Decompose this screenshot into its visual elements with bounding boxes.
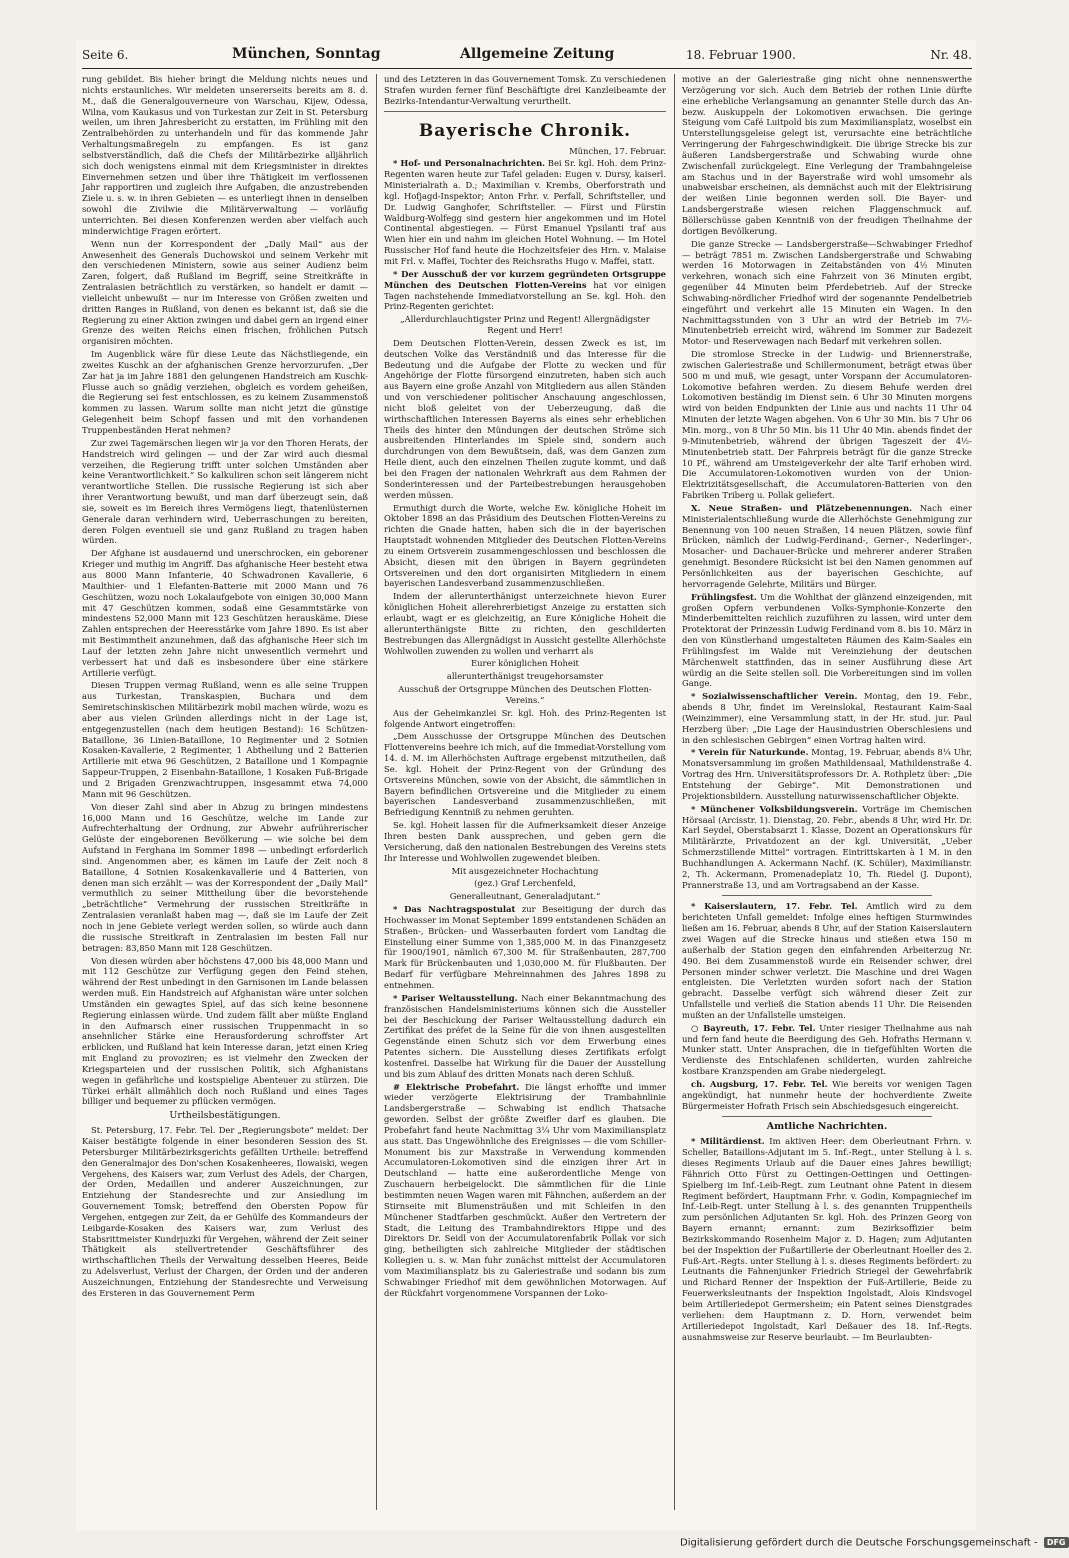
article-text: Indem der allerunterthänigst unterzeichnete hievon Eurer königlichen Hoheit allerehrerbietigst Anzeige zu erstatten sich erlaubt, wagt er es gleichzeitig, an Eure Königliche Hoheit die allerunterthänigste Bitte zu richten, den geschilderten Bestrebungen das Allergnädigst in Aussicht gestellte Allerhöchste Wohlwollen zuwenden zu wollen und verharrt als	[384, 591, 666, 656]
section-heading: Amtliche Nachrichten.	[766, 1121, 888, 1133]
item-heading: * Der Ausschuß der vor kurzem gegründeten Ortsgruppe München des Deutschen Flotten-Vereins	[384, 268, 666, 290]
article-text: und des Letzteren in das Gouvernement Tomsk. Zu verschiedenen Strafen wurden ferner fünf Beschäftigte drei Kanzleibeamte der Bezirks-Intendantur-Verwaltung verurtheilt.	[384, 74, 666, 106]
article-text: Im Augenblick wäre für diese Leute das Nächstliegende, ein zweites Kuschk an der afghanischen Grenze hervorzurufen. „Der Zar hat ja im Jahre 1881 den gelungenen Handstreich am Kuschk-Flusse auch so gnädig verziehen, obgleich es vordem geheißen, die Regierung sei fest entschlossen, es zu keinem Zusammenstoß kommen zu lassen. Warum sollte man nicht jetzt die günstige Gelegenheit beim Schopf fassen und mit den vorhandenen Truppenbeständen Herat nehmen?	[82, 349, 368, 435]
item-heading: ○ Bayreuth, 17. Febr. Tel.	[691, 1022, 816, 1033]
closing-line: Mit ausgezeichneter Hochachtung	[451, 865, 599, 876]
page-header	[82, 46, 972, 69]
dfg-logo: DFG	[1044, 1537, 1069, 1548]
divider	[722, 1116, 932, 1117]
page-number: Seite 6.	[82, 48, 129, 62]
city-day: München, Sonntag	[232, 46, 381, 62]
item-heading: * Münchener Volksbildungsverein.	[691, 803, 858, 814]
item-heading: X. Neue Straßen- und Plätzebenennungen.	[691, 502, 913, 513]
article-text: Nach einer Ministerialentschließung wurde die Allerhöchste Genehmigung zur Benennung von 100 neuen Straßen, 14 neuen Plätzen, sowie fünf Brücken, nämlich der Ludwig-Ferdinand-, Gerner-, Nederlinger-, Mosacher- und Dachauer-Brücke und mehrerer anderer Straßen genehmigt. Besondere Rücksicht ist bei den Namen genommen auf Persönlichkeiten aus der bayerischen Geschichte, auf hervorragende Gelehrte, Militärs und Bürger.	[682, 502, 973, 589]
issue-number: Nr. 48.	[930, 48, 972, 62]
article-text: Aus der Geheimkanzlei Sr. kgl. Hoh. des Prinz-Regenten ist folgende Antwort eingetroffen:	[384, 707, 666, 729]
article-text: Der Afghane ist ausdauernd und unerschrocken, ein geborener Krieger und muthig im Angriff. Das afghanische Heer besteht etwa aus 8000 Mann Infanterie, 40 Schwadronen Kavallerie, 6 Maulthier- und 1 Elefanten-Batterie mit 2000 Mann und 76 Geschützen, wozu noch Lokalaufgebote von einigen 30,000 Mann mit 47 Geschützen kommen, sodaß eine Gesammtstärke von mindestens 52,000 Mann mit 123 Geschützen herauskäme. Diese Zahlen entsprechen der Heeresstärke vom Jahre 1890. Es ist aber mit Bestimmtheit anzunehmen, daß das afghanische Heer sich im Lauf der letzten zehn Jahre nicht unwesentlich vermehrt und verbessert hat und daß es insbesondere über eine stärkere Artillerie verfügt.	[82, 548, 368, 678]
item-heading: * Sozialwissenschaftlicher Verein.	[691, 691, 858, 702]
article-text: rung gebildet. Bis hieher bringt die Meldung nichts neues und nichts erstaunliches. Wir meldeten unsererseits bereits am 8. d. M., daß die Generalgouverneure von Warschau, Kijew, Odessa, Wilna, vom Kaukasus und von Turkestan zur Zeit in St. Petersburg weilen, um ihren Jahresbericht zu erstatten, im Frühling mit den Zentralbehörden zu unterhandeln und für das kommende Jahr Verhaltungsmaßregeln zu empfangen. Es ist ganz selbstverständlich, daß die Chefs der Militärbezirke alljährlich sich doch wenigstens einmal mit dem Kriegsminister in direktes Einvernehmen setzen und über ihre Thätigkeit im verflossenen Jahr rapportiren und zugleich ihre Aufgaben, die anzustrebenden Ziele u. s. w. in ihren Gebieten — es unterliegt ihnen in denselben sowohl die Zivilwie die Militärverwaltung — vorläufig unterrichten. Bei diesen Konferenzen werden aber vielfach auch minderwichtige Fragen erörtert.	[82, 74, 368, 236]
dateline: München, 17. Februar.	[569, 145, 666, 156]
column-rule	[376, 74, 377, 1510]
item-heading: * Pariser Weltausstellung.	[393, 992, 518, 1003]
article-text: Ermuthigt durch die Worte, welche Ew. königliche Hoheit im Oktober 1898 an das Präsidium des Deutschen Flotten-Vereins zu richten die Gnade hatten, haben sich die in der bayerischen Hauptstadt wohnenden Mitglieder des Deutschen Flotten-Vereins zu einem Ortsverein zusammengeschlossen und beschlossen die Absicht, diesen mit den übrigen in Bayern gegründeten Ortsvereinen und den dort organisirten Mitgliedern in einem bayerischen Landesverband zusammenzuschließen.	[384, 502, 666, 589]
article-text: Diesen Truppen vermag Rußland, wenn es alle seine Truppen aus Turkestan, Transkaspien, Buchara und dem Semiretschinskischen Militärbezirk mobil machen würde, wozu es aber aus vielen Gründen allerdings nicht in der Lage ist, entgegenzustellen (nach dem heutigen Bestand): 16 Schützen-Bataillone, 36 Linien-Bataillone, 10 Regimenter und 2 Sotnien Kosaken-Kavallerie, 2 Regimenter, 1 Abtheilung und 2 Batterien Artillerie mit etwa 96 Geschützen, 2 Bataillone und 1 Kompagnie Sappeur-Truppen, 2 Eisenbahn-Bataillone, 1 Kosaken Fuß-Brigade und 2 Brigaden Grenzwachtruppen, insgesammt etwa 74,000 Mann mit 96 Geschützen.	[82, 680, 368, 799]
article-text: Bei Sr. kgl. Hoh. dem Prinz-Regenten waren heute zur Tafel geladen: Eugen v. Dursy, kaiserl. Ministerialrath a. D.; Maximilian v. Krembs, Oberforstrath und kgl. Hofjagd-Inspektor; Anton Frhr. v. Perfall, Schriftsteller, und Dr. Ludwig Ganghofer, Schriftsteller. — Fürst und Fürstin Waldburg-Wolfegg sind gestern hier angekommen und im Hotel Continental abgestiegen. — Fürst Emanuel Ypsilanti traf aus Wien hier ein und nahm im gleichen Hotel Wohnung. — Im Hotel Russischer Hof fand heute die Hochzeitsfeier des Hrn. v. Malaise mit Frl. v. Maffei, Tochter des Reichsraths Hugo v. Maffei, statt.	[384, 158, 666, 266]
closing-line: Ausschuß der Ortsgruppe München des Deutschen Flotten-Vereins.“	[398, 684, 652, 705]
article-text: Unter riesiger Theilnahme aus nah und fern fand heute die Beerdigung des Geh. Hofraths Hermann v. Munker statt. Unter Ansprachen, die in tiefgefühlten Worten die Verdienste des Entschlafenen schilderten, wurden zahlreiche kostbare Kranzspenden am Grabe niedergelegt.	[682, 1022, 972, 1077]
digitization-credit	[680, 1537, 1066, 1553]
newspaper-title: Allgemeine Zeitung	[460, 46, 615, 62]
article-text: Um die Wohlthat der glänzend einzeigenden, mit großen Opfern verbundenen Volks-Symphonie-Konzerte den Minderbemittelten reichlich zuzuführen zu lassen, wird unter dem Protektorat der Prinzessin Ludwig Ferdinand vom 8. bis 10. März in den von Künstlerhand umgestalteten Räumen des Kaim-Saales ein Frühlingsfest im Walde mit Vereinziehung der deutschen Märchenwelt stattfinden, das in seiner Ausführung diese Art würdig an die Seite stellen soll. Die Vorbereitungen sind im vollen Gange.	[682, 591, 972, 689]
closing-line: Generalleutnant, Generaladjutant.“	[449, 891, 601, 902]
item-heading: * Militärdienst.	[691, 1136, 765, 1147]
column-3	[682, 74, 972, 1514]
item-heading: * Hof- und Personalnachrichten.	[393, 158, 546, 169]
article-text: St. Petersburg, 17. Febr. Tel. Der „Regierungsbote“ meldet: Der Kaiser bestätigte folgende in einer besonderen Session des St. Petersburger Militärbezirksgerichts gefällten Urtheile: betreffend den Generalmajor des Don'schen Kosakenheeres, Ilowaiski, wegen Vergehens, des Kaisers war, zum Verlust des Adels, der Chargen, der Orden, Medaillen und anderer Auszeichnungen, zur Entziehung der Standesrechte und zur Ansiedlung im Gouvernement Tomsk; betreffend den Obersten Popow für Vergehen, entgegen zur Zeit, da er Gehülfe des Kommandeurs der Leibgarde-Kosaken des Kaisers war, zum Verlust des Stabsrittmeister Kundrjuzki für Vergehen, während der Zeit seiner Thätigkeit als stellvertretender Geschäftsführer des wirthschaftlichen Theils der Verwaltung desselben Heeres, Beide zu Adelsverlust, Verlust der Chargen, der Orden und der anderen Auszeichnungen, Entziehung der Standesrechte und Verweisung des Ersteren in das Gouvernement Perm	[82, 1125, 368, 1298]
closing-line: (gez.) Graf Lerchenfeld,	[474, 878, 576, 889]
article-text: Im aktiven Heer: dem Oberleutnant Frhrn. v. Scheller, Bataillons-Adjutant im 5. Inf.-Regt., unter Stellung à l. s. dieses Regiments Urlaub auf die Dauer eines Jahres bewilligt; Fähnrich Otto Fürst zu Oettingen-Oettingen und Oettingen-Spielberg im Inf.-Leib-Regt. zum Leutnant ohne Patent in diesem Regiment befördert, Hauptmann Frhr. v. Godin, Kompagniechef im Inf.-Leib-Regt. unter Stellung à l. s. des genannten Truppentheils zum persönlichen Adjutanten Sr. kgl. Hoh. des Prinzen Georg von Bayern ernannt; ernannt: zum Bezirksoffizier beim Bezirkskommando Rosenheim Major z. D. Hagen; zum Adjutanten bei der Inspektion der Fußartillerie der Oberleutnant Hoeller des 2. Fuß-Art.-Regts. unter Stellung à l. s. dieses Regiments befördert: zu Leutnants die Fahnenjunker Friedrich Striegel der Gewehrfabrik und Richard Renner der Inspektion der Fuß-Artillerie, Beide zu Feuerwerksleutnants der Inspektion Ingolstadt, Alois Kindsvogel beim Artilleriedepot Germersheim; ein Patent seines Dienstgrades verliehen: dem Hauptmann z. D. Horn, verwendet beim Artilleriedepot Ingolstadt, Karl Deßauer des 18. Inf.-Regts. ausnahmsweise zur Reserve beurlaubt. — Im Beurlaubten-	[682, 1136, 973, 1342]
item-heading: Frühlingsfest.	[691, 591, 757, 602]
column-2	[384, 74, 666, 1514]
column-1	[82, 74, 368, 1514]
item-heading: * Das Nachtragspostulat	[393, 904, 516, 915]
article-text: Montag, 19. Februar, abends 8¼ Uhr, Monatsversammlung im großen Mathildensaal, Mathildenstraße 4. Vortrag des Hrn. Universitätsprofessors Dr. A. Rothpletz über: „Die Entstehung der Gebirge“. Mit Demonstrationen und Projektionsbildern. Ausstellung naturwissenschaftlicher Objekte.	[682, 747, 972, 801]
item-heading: * Kaiserslautern, 17. Febr. Tel.	[691, 901, 858, 912]
article-text: Wenn nun der Korrespondent der „Daily Mail“ aus der Anwesenheit des Generals Duchowskoi und seinem Verkehr mit den verschiedenen Ministern, sowie aus seiner Audienz beim Zaren, folgert, daß Rußland im Begriff, seine Streitkräfte in Zentralasien beträchtlich zu verstärken, so handelt er damit — vielleicht unbewußt — nur im Interesse von Größen zweiten und dritten Ranges in Rußland, von denen es bekannt ist, daß sie die Regierung zu einer Aktion zwingen und dabei gern an irgend einer Grenze des weiten Reichs einen frischen, fröhlichen Putsch organisiren möchten.	[82, 238, 368, 347]
article-text: Von diesen würden aber höchstens 47,000 bis 48,000 Mann und mit 112 Geschütze zur Verfügung gegen den Feind stehen, während der Rest unbedingt in den Garnisonen im Lande belassen werden muß. Ein Handstreich auf Afghanistan wäre unter solchen Umständen ein gewagtes Spiel, auf das sich keine besonnene Regierung einlassen würde. Und zudem fällt aber müßte England in den Aufmarsch einer russischen Truppenmacht in so ansehnlicher Stärke eine Herausforderung schroffster Art erblicken, und Rußland hat kein Interesse daran, jetzt einen Krieg mit England zu provoziren; es ist vielmehr den Zwecken der Kriegsparteien und der russischen Politik, sich Afghanistans wegen in gefährliche und kostspielige Abenteuer zu stürzen. Die Türkei erhält allmählich doch noch Rußland und eines Tages billiger und bequemer zu pflücken vermögen.	[82, 955, 368, 1107]
closing-line: Eurer königlichen Hoheit	[471, 658, 579, 669]
article-text: motive an der Galeriestraße ging nicht ohne nennenswerthe Verzögerung vor sich. Auch dem Betrieb der rothen Linie dürfte eine erhebliche Verlangsamung an genannter Stelle durch das An- bezw. Auskuppeln der Lokomotiven erwachsen. Die geringe Steigung vom Café Luitpold bis zum Maximiliansplatz, woselbst ein Unterstellungsgeleise gelegt ist, verursachte eine beträchtliche Verringerung der Fahrgeschwindigkeit. Die übrige Strecke bis zur äußeren Landsbergerstraße und Schwabing wurde ohne Zwischenfall zurückgelegt. Eine Verlegung der Trambahngeleise am Stachus und in der Bayerstraße wird wohl umsomehr als unabweisbar erscheinen, als demnächst auch mit der Elektrisirung der weißen Linie begonnen werden soll. Die Bayer- und Landsbergerstraße wiesen reichen Flaggenschmuck auf. Böllerschüsse gaben Kenntniß von der freudigen Theilnahme der dortigen Bevölkerung.	[682, 74, 972, 236]
divider	[722, 895, 932, 896]
article-text: Dem Deutschen Flotten-Verein, dessen Zweck es ist, im deutschen Volke das Verständniß und das Interesse für die Bedeutung und die Aufgabe der Flotte zu wecken und für Angehörige der Flotte fürsorgend einzutreten, haben sich auch aus Bayern eine große Anzahl von Mitgliedern aus allen Ständen und von verschiedener politischer Anschauung angeschlossen, nicht bloß geleitet von der Ueberzeugung, daß die wirthschaftlichen Interessen Bayerns als eines sehr erheblichen Theils des hinter den Mündungen der deutschen Ströme sich ausbreitenden Hinterlandes im Spiele sind, sondern auch durchdrungen von dem Bewußtsein, daß, was dem Ganzen zum Heile dient, auch den einzelnen Theilen zugute kommt, und daß bei den Fragen der nationalen Wehrkraft aus dem Rahmen der Sonderinteressen und der Parteibestrebungen herausgehoben werden müssen.	[384, 337, 666, 500]
section-title: Bayerische Chronik.	[418, 120, 632, 141]
item-heading: # Elektrische Probefahrt.	[393, 1081, 520, 1092]
issue-date: 18. Februar 1900.	[686, 48, 796, 62]
article-text: Zur zwei Tagemärschen liegen wir ja vor den Thoren Herats, der Handstreich wird gelingen — und der Zar wird auch diesmal verzeihen, die Regierung trifft unter solchen Umständen aber keine Verantwortlichkeit.“ So kalkuliren schon seit längerem nicht verantwortliche Stellen. Die russische Regierung ist sich aber ihrer Verantwortung bewußt, und man darf überzeugt sein, daß sie, soweit es im Bereich ihres Vermögens liegt, thatenlüsternen Generale daran verhindern wird, Ueberraschungen zu bereiten, deren Folgen eventuell sie und ganz Rußland zu tragen haben würden.	[82, 437, 368, 546]
divider	[384, 111, 666, 112]
article-text: Die ganze Strecke — Landsbergerstraße—Schwabinger Friedhof — beträgt 7851 m. Zwischen Landsbergerstraße und Schwabing werden 16 Motorwagen in Zeitabständen von 4½ Minuten verkehren, wonach sich eine Fahrzeit von 36 Minuten ergibt, gegenüber 44 Minuten beim Pferdebetrieb. Auf der Strecke Schwabing-nördlicher Friedhof wird der sogenannte Pendelbetrieb eingeführt und verkehrt alle 15 Minuten ein Wagen. In den Nachmittagsstunden von 3 Uhr an wird der Betrieb im 7½-Minutenbetrieb erreicht wird, während im Sommer zur Badezeit Motor- und Reservewagen nach Bedarf mit verkehren sollen.	[682, 238, 972, 347]
article-text: Die stromlose Strecke in der Ludwig- und Briennerstraße, zwischen Galeriestraße und Schillermonument, beträgt etwas über 500 m und muß, wie gesagt, unter Vorspann der Accumulatoren-Lokomotive befahren werden. Zu diesem Behufe werden drei Lokomotiven beständig im Dienst sein. 6 Uhr 30 Minuten morgens wird von beiden Endpunkten der Linie aus und nachts 11 Uhr 04 Minuten der letzte Wagen abgehen. Von 6 Uhr 30 Min. bis 7 Uhr 06 Min. morg., von 8 Uhr 50 Min. bis 11 Uhr 40 Min. abends findet der 9-Minutenbetrieb, während der übrigen Tageszeit der 4½-Minutenbetrieb statt. Der Fahrpreis beträgt für die ganze Strecke 10 Pf., während am Umsteigeverkehr der alte Tarif erhoben wird. Die Accumulatoren-Lokomotiven wurden von der Union-Elektrizitätsgesellschaft, die Accumulatoren-Batterien von den Fabriken Triberg u. Pollak geliefert.	[682, 349, 972, 501]
article-text: „Dem Ausschusse der Ortsgruppe München des Deutschen Flottenvereins beehre ich mich, auf die Immediat-Vorstellung vom 14. d. M. im Allerhöchsten Auftrage ergebenst mitzutheilen, daß Se. kgl. Hoheit der Prinz-Regent von der Gründung des Ortsvereins München, sowie von der Absicht, die sämmtlichen in Bayern befindlichen Ortsvereine und die Mitglieder zu einem bayerischen Landesverband zusammenzuschließen, mit Befriedigung Kenntniß zu nehmen geruhten.	[384, 731, 666, 818]
column-rule	[674, 74, 675, 1510]
article-text: Nach einer Bekanntmachung des französischen Handelsministeriums können sich die Aussteller bei der Beschickung der Pariser Weltausstellung dadurch ein Zertifikat des préfet de la Seine für die von ihnen ausgestellten Gegenstände einen Schutz sich vor dem Erwerbung eines Patentes sichern. Die Ausstellung dieses Zertifikats erfolgt kostenfrei. Dasselbe hat Wirkung für die Dauer der Ausstellung und bis zum Ablauf des dritten Monats nach deren Schluß.	[384, 992, 666, 1079]
article-text: Amtlich wird zu dem berichteten Unfall gemeldet: Infolge eines heftigen Sturmwindes ließen am 16. Februar, abends 8 Uhr, auf der Station Kaiserslautern zwei Wagen auf die Strecke hinaus und stießen etwa 150 m außerhalb der Station gegen den einfahrenden Arbeiterzug Nr. 490. Bei dem Zusammenstoß wurde ein Reisender schwer, drei Personen minder schwer verletzt. Die Maschine und drei Wagen entgleisten. Die Verletzten wurden sofort nach der Station gebracht. Dasselbe verfügt sich während dieser Zeit zur Unfallstelle und verließ die Station abends 11 Uhr. Die Reisenden mußten an der Unfallstelle umsteigen.	[682, 901, 973, 1020]
article-text: Die längst erhoffte und immer wieder verzögerte Elektrisirung der Trambahnlinie Landsbergerstraße — Schwabing ist endlich Thatsache geworden. Selbst der größte Zweifler darf es glauben. Die Probefahrt fand heute Nachmittag 3¼ Uhr vom Maximiliansplatz aus statt. Das Ungewöhnliche des Ereignisses — die vom Schiller-Monument bis zur Maxstraße in Verwendung kommenden Accumulatoren-Lokomotiven sind die einzigen ihrer Art in Deutschland — hatte eine außerordentliche Menge von Zuschauern herbeigelockt. Die sämmtlichen für die Linie bestimmten neuen Wagen waren mit Fähnchen, außerdem an der Stirnseite mit Blumensträußen und mit Schleifen in den Münchener Stadtfarben geschmückt. Außer den Vertretern der Stadt, die Leitung des Trambahndirektors Hippe und des Direktors Dr. Seidl von der Accumulatorenfabrik Pollak vor sich ging, betheiligten sich zahlreiche Mitglieder der städtischen Kollegien u. s. w. Man fuhr zunächst mittelst der Accumulatoren vom Maximiliansplatz bis zu Galeriestraße und sodann bis zum Schwabinger Friedhof mit dem gewöhnlichen Motorwagen. Auf der Rückfahrt vorgenommene Vorspannen der Loko-	[384, 1081, 666, 1298]
article-text: Von dieser Zahl sind aber in Abzug zu bringen mindestens 16,000 Mann und 16 Geschütze, welche im Lande zur Aufrechterhaltung der Ordnung, zur Abwehr aufrührerischer Gelüste der eingeborenen Bevölkerung — wie solche bei dem Aufstand in Ferghana im Sommer 1898 — unbedingt erforderlich sind. Angenommen aber, es kämen im Laufe der Zeit noch 8 Bataillone, 4 Sotnien Kosakenkavallerie und 4 Batterien, von denen man sich erzählt — was der Korrespondent der „Daily Mail“ vermuthlich zu seiner Mittheilung über die bevorstehende „beträchtliche“ Vermehrung der russischen Streitkräfte in Zentralasien veranlaßt haben mag —, daß sie im Laufe der Zeit noch in jene Gebiete verlegt werden sollen, so würde auch dann die russische Streitkraft in Zentralasien im besten Fall nur betragen: 83,850 Mann mit 128 Geschützen.	[82, 801, 368, 953]
section-heading: Urtheilsbestätigungen.	[169, 1110, 281, 1122]
item-heading: ch. Augsburg, 17. Febr. Tel.	[691, 1078, 828, 1089]
article-text: Montag, den 19. Febr., abends 8 Uhr, findet im Vereinslokal, Restaurant Kaim-Saal (Weinzimmer), eine Versammlung statt, in der Hr. stud. jur. Paul Herzberg über: „Die Lage der Hausindustrien Oberschlesiens und in den schlesischen Gebirgen“ einen Vortrag halten wird.	[682, 691, 972, 745]
article-text: Se. kgl. Hoheit lassen für die Aufmerksamkeit dieser Anzeige Ihren besten Dank aussprechen, und geben gern die Versicherung, daß den nationalen Bestrebungen des Vereins stets Ihr Interesse und Wohlwollen zugewendet bleiben.	[384, 820, 666, 863]
item-heading: * Verein für Naturkunde.	[691, 747, 809, 758]
salutation: „Allerdurchlauchtigster Prinz und Regent! Allergnädigster Regent und Herr!	[400, 314, 650, 336]
article-text: hat vor einigen Tagen nachstehende Immediatvorstellung an Se. kgl. Hoh. den Prinz-Regenten gerichtet:	[384, 279, 666, 312]
article-text: Vorträge im Chemischen Hörsaal (Arcisstr. 1). Dienstag, 20. Febr., abends 8 Uhr, wird Hr. Dr. Karl Seydel, Oberstabsarzt 1. Klasse, Dozent an Operationskurs für Militärärzte, Privatdozent an der kgl. Universität, „Ueber Schmerzstillende Mittel“ vortragen. Eintrittskarten à 1 M. in den Buchhandlungen A. Ackermann Nachf. (K. Schüler), Maximilianstr. 2, Th. Ackermann, Promenadeplatz 10, Th. Riedel (J. Dupont), Prannerstraße 13, und am Vortragsabend an der Kasse.	[682, 803, 972, 890]
credit-text: Digitalisierung gefördert durch die Deutsche Forschungsgemeinschaft -	[680, 1537, 1038, 1549]
closing-line: allerunterthänigst treugehorsamster	[446, 671, 604, 682]
article-text: zur Beseitigung der durch das Hochwasser im Monat September 1899 entstandenen Schäden an Straßen-, Brücken- und Wasserbauten fordert vom Landtag die Einstellung einer Summe von 1,385,000 M. in das Finanzgesetz für 1900/1901, nämlich 67,300 M. für Straßenbauten, 287,700 Mark für Brückenbauten und 1,030,000 M. für Flußbauten. Der Bedarf für verfügbare Mehreinnahmen des Jahres 1898 zu entnehmen.	[384, 904, 666, 990]
article-text: Wie bereits vor wenigen Tagen angekündigt, hat nunmehr heute der hochverdiente Zweite Bürgermeister Hofrath Frisch sein Abschiedsgesuch eingereicht.	[682, 1078, 972, 1111]
